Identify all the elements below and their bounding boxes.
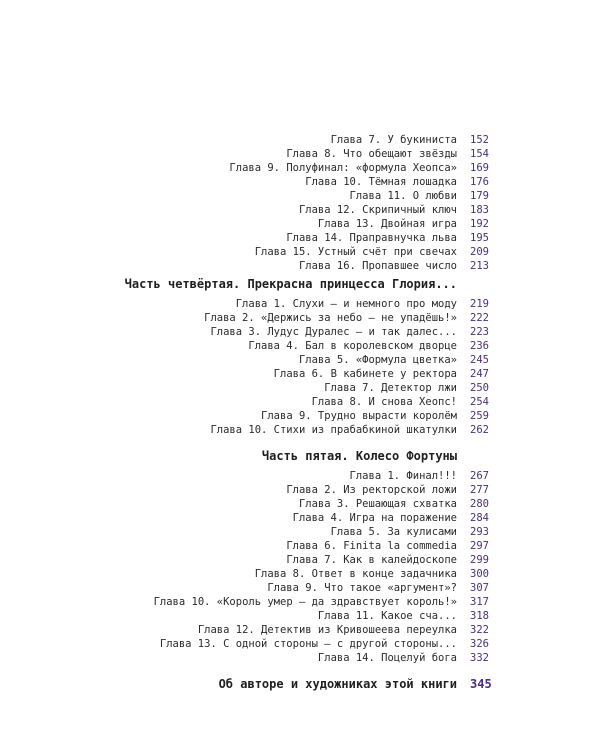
toc-entry [0,525,600,539]
page-number: 245 [470,354,489,366]
chapter-title: Глава 5. За кулисами [330,526,457,538]
page-number: 183 [470,204,489,216]
chapter-title: Глава 12. Детектив из Кривошеева переулка [197,624,457,636]
toc-entry [0,497,600,511]
toc-entry [0,539,600,553]
toc-entry [0,581,600,595]
page-number: 262 [470,424,489,436]
page-number: 277 [470,484,489,496]
toc-entry [0,637,600,651]
chapter-title: Глава 6. Finita la commedia [286,540,457,552]
page-number: 280 [470,498,489,510]
chapter-title: Глава 3. Решающая схватка [298,498,457,510]
about-heading [0,675,600,693]
toc-entry [0,381,600,395]
toc-entry [0,339,600,353]
toc-entry [0,409,600,423]
chapter-title: Глава 9. Трудно вырасти королём [261,410,457,422]
toc-entry [0,367,600,381]
page-number: 259 [470,410,489,422]
page-number: 293 [470,526,489,538]
page-number: 322 [470,624,489,636]
chapter-title: Глава 11. О любви [349,190,457,202]
toc-entry [0,175,600,189]
page-number: 300 [470,568,489,580]
chapter-title: Глава 7. Как в калейдоскопе [286,554,457,566]
page-number: 299 [470,554,489,566]
toc-entry [0,353,600,367]
chapter-title: Глава 6. В кабинете у ректора [273,368,457,380]
chapter-title: Глава 14. Поцелуй бога [317,652,457,664]
page-number: 254 [470,396,489,408]
toc-entry [0,311,600,325]
chapter-title: Глава 4. Бал в королевском дворце [248,340,457,352]
chapter-title: Глава 12. Скрипичный ключ [298,204,457,216]
chapter-title: Глава 8. Что обещают звёзды [286,148,457,160]
page-number: 332 [470,652,489,664]
toc-entry [0,483,600,497]
toc-entry [0,133,600,147]
page-number: 250 [470,382,489,394]
page-number: 209 [470,246,489,258]
part-title: Часть четвёртая. Прекрасна принцесса Глория... [124,277,457,291]
chapter-title: Глава 16. Пропавшее число [298,260,457,272]
chapter-title: Глава 13. Двойная игра [317,218,457,230]
page-number: 284 [470,512,489,524]
chapter-title: Глава 5. «Формула цветка» [298,354,457,366]
toc-entry [0,395,600,409]
page-number: 169 [470,162,489,174]
page-number: 318 [470,610,489,622]
toc-entry [0,325,600,339]
toc-entry [0,231,600,245]
toc-entry [0,217,600,231]
chapter-title: Глава 4. Игра на поражение [292,512,457,524]
part-heading [0,275,600,293]
page-number: 297 [470,540,489,552]
chapter-title: Глава 8. И снова Хеопс! [311,396,457,408]
toc-entry [0,245,600,259]
page-number: 317 [470,596,489,608]
page-number: 152 [470,134,489,146]
toc-entry [0,609,600,623]
toc-entry [0,189,600,203]
chapter-title: Глава 13. С одной стороны — с другой стороны... [159,638,457,650]
chapter-title: Глава 1. Финал!!! [349,470,457,482]
part-title: Часть пятая. Колесо Фортуны [261,449,457,463]
page-number: 223 [470,326,489,338]
toc-entry [0,161,600,175]
page-number: 154 [470,148,489,160]
page-number: 213 [470,260,489,272]
page-number: 179 [470,190,489,202]
chapter-title: Глава 9. Что такое «аргумент»? [267,582,457,594]
about-title: Об авторе и художниках этой книги [218,677,457,691]
page-number: 192 [470,218,489,230]
chapter-title: Глава 11. Какое сча... [317,610,457,622]
chapter-title: Глава 10. Стихи из прабабкиной шкатулки [210,424,457,436]
page-number: 345 [470,677,492,691]
toc-entry [0,553,600,567]
chapter-title: Глава 1. Слухи — и немного про моду [235,298,457,310]
chapter-title: Глава 8. Ответ в конце задачника [254,568,457,580]
toc-entry [0,595,600,609]
chapter-title: Глава 14. Праправнучка льва [286,232,457,244]
chapter-title: Глава 3. Лудус Дуралес — и так далес... [210,326,457,338]
toc-entry [0,147,600,161]
toc-entry [0,469,600,483]
page-number: 307 [470,582,489,594]
chapter-title: Глава 10. «Король умер — да здравствует король!» [153,596,457,608]
toc-entry [0,567,600,581]
chapter-title: Глава 7. Детектор лжи [324,382,457,394]
chapter-title: Глава 2. Из ректорской ложи [286,484,457,496]
page-number: 222 [470,312,489,324]
page-number: 236 [470,340,489,352]
chapter-title: Глава 7. У букиниста [330,134,457,146]
toc-entry [0,297,600,311]
toc-entry [0,623,600,637]
toc-entry [0,511,600,525]
toc-entry [0,259,600,273]
part-heading [0,447,600,465]
page-number: 219 [470,298,489,310]
toc-entry [0,651,600,665]
page-number: 267 [470,470,489,482]
chapter-title: Глава 2. «Держись за небо — не упадёшь!» [204,312,457,324]
page-number: 326 [470,638,489,650]
toc-entry [0,203,600,217]
page-number: 247 [470,368,489,380]
toc-entry [0,423,600,437]
chapter-title: Глава 10. Тёмная лошадка [305,176,457,188]
chapter-title: Глава 9. Полуфинал: «формула Хеопса» [229,162,457,174]
page-number: 176 [470,176,489,188]
page-number: 195 [470,232,489,244]
chapter-title: Глава 15. Устный счёт при свечах [254,246,457,258]
